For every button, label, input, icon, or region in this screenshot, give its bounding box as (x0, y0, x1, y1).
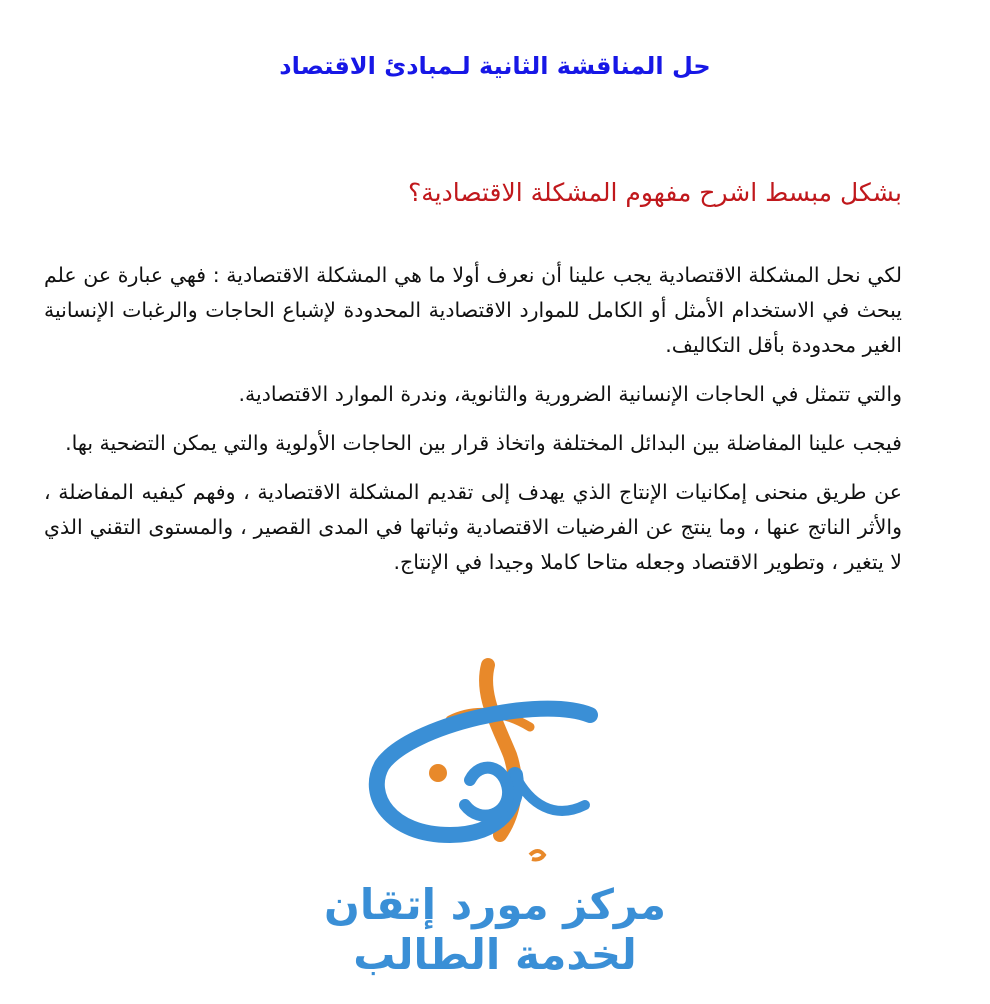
logo-calligraphy-icon (330, 655, 650, 875)
page-title: حل المناقشة الثانية لـمبادئ الاقتصاد (279, 52, 711, 80)
question-heading: بشكل مبسط اشرح مفهوم المشكلة الاقتصادية؟ (407, 178, 902, 207)
paragraph: عن طريق منحنى إمكانيات الإنتاج الذي يهدف إلى تقديم المشكلة الاقتصادية ، وفهم كيفيه المفاضلة ، والأثر الناتج عنها ، وما ينتج عن الفرضيات الاقتصادية وثباتها في المدى القصير ، والمستوى التقني الذي لا يتغير ، وتطوير الاقتصاد وجعله متاحا كاملا وجيدا في الإنتاج. (44, 480, 902, 574)
paragraph: فيجب علينا المفاضلة بين البدائل المختلفة واتخاذ قرار بين الحاجات الأولوية والتي يمكن التضحية بها. (65, 431, 902, 455)
paragraph: والتي تتمثل في الحاجات الإنسانية الضرورية والثانوية، وندرة الموارد الاقتصادية. (238, 382, 902, 406)
paragraph: لكي نحل المشكلة الاقتصادية يجب علينا أن نعرف أولا ما هي المشكلة الاقتصادية : فهي عبارة عن علم يبحث في الاستخدام الأمثل أو الكامل للموارد الاقتصادية المحدودة لإشباع الحاجات والرغبات الإنسانية الغير محدودة بأقل التكاليف. (44, 263, 902, 357)
logo-text-line1: مركز مورد إتقان (323, 880, 666, 929)
logo-text-line2: لخدمة الطالب (353, 930, 637, 979)
logo-mark (330, 655, 650, 875)
answer-body (44, 258, 902, 594)
